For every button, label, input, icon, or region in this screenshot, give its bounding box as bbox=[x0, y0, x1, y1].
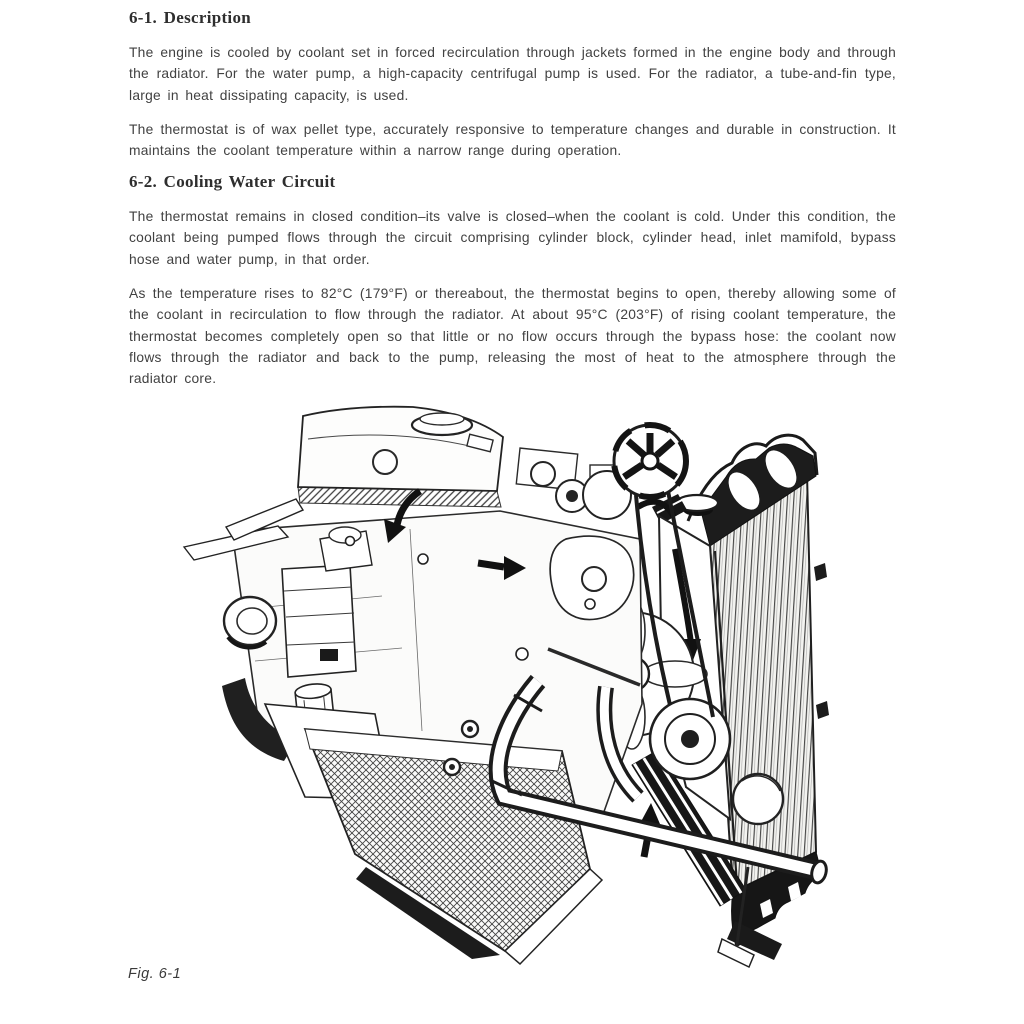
figure-caption: Fig. 6-1 bbox=[128, 966, 182, 982]
paragraph-circuit-1: The thermostat remains in closed condition–its valve is closed–when the coolant is cold. Under this condition, the coolant being pumped flows through the circuit comprising cylinder block, cylinder head, inlet mamifold, bypass hose and water pump, in that order. bbox=[129, 209, 896, 267]
figure-engine-cooling-illustration bbox=[170, 398, 850, 970]
section-heading-cooling-water-circuit: 6-2. Cooling Water Circuit bbox=[129, 172, 336, 191]
section-heading-description: 6-1. Description bbox=[129, 8, 252, 27]
paragraph-description-1: The engine is cooled by coolant set in forced recirculation through jackets formed in the engine body and through the radiator. For the water pump, a high-capacity centrifugal pump is used. For the radiator, a tube-and-fin type, large in heat dissipating capacity, is used. bbox=[129, 45, 896, 103]
paragraph-description-2: The thermostat is of wax pellet type, accurately responsive to temperature changes and durable in construction. It maintains the coolant temperature within a narrow range during operation. bbox=[129, 122, 896, 159]
engine-cutaway-drawing bbox=[170, 398, 850, 970]
carburetor-body bbox=[282, 565, 356, 677]
valve-cover bbox=[298, 407, 503, 491]
paragraph-circuit-2: As the temperature rises to 82°C (179°F) or thereabout, the thermostat begins to open, thereby allowing some of the coolant in recirculation to flow through the radiator. At about 95°C (203°F) of rising coolant temperature, the thermostat becomes completely open so that little or no flow occurs through the bypass hose: the coolant now flows through the radiator and back to the pump, releasing the most of heat to the atmosphere through the radiator core. bbox=[129, 286, 896, 387]
